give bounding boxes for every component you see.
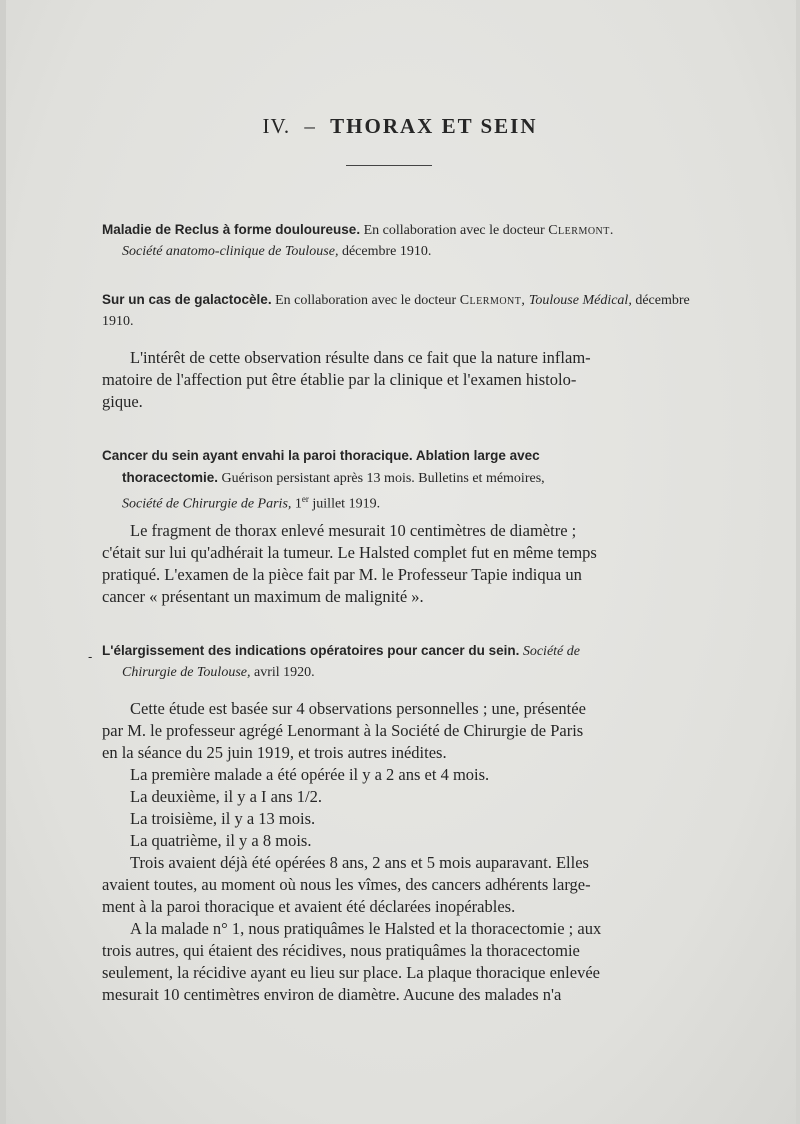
paragraph-line: c'était sur lui qu'adhérait la tumeur. Le Halsted complet fut en même temps [102,543,597,562]
paragraph-line: en la séance du 25 juin 1919, et trois autres inédites. [102,743,447,762]
entry-date-rest: juillet 1919. [312,496,381,512]
paragraph-line: matoire de l'affection put être établie par la clinique et l'examen histolo- [102,370,577,389]
entry-venue: Société de Chirurgie de Paris, [122,496,292,512]
entry-author: Clermont. [548,223,614,238]
entry-date: avril 1920. [253,665,315,680]
page-edge-left [0,0,6,1124]
paragraph-line: La quatrième, il y a 8 mois. [130,831,312,850]
entry-title: L'élargissement des indications opératoires pour cancer du sein. [102,643,520,658]
paragraph-line: Le fragment de thorax enlevé mesurait 10 centimètres de diamètre ; [130,521,577,540]
entry-cancer-paragraph [102,520,696,608]
entry-venue-line2: Chirurgie de Toulouse, [122,665,251,680]
entry-galactocele-heading [102,289,698,332]
paragraph-line: La première malade a été opérée il y a 2 ans et 4 mois. [130,765,490,784]
entry-title-line1: Cancer du sein ayant envahi la paroi thoracique. Ablation large avec [102,448,540,463]
paragraph-line: par M. le professeur agrégé Lenormant à la Société de Chirurgie de Paris [102,721,584,740]
paragraph-line: La troisième, il y a 13 mois. [130,809,316,828]
paragraph-line: ment à la paroi thoracique et avaient été déclarées inopérables. [102,897,516,916]
entry-title: Maladie de Reclus à forme douloureuse. [102,222,361,237]
entry-venue: Toulouse Médical, [528,293,632,308]
entry-date-day: 1 [294,496,302,512]
entry-reclus-heading [102,219,698,262]
entry-date-sup: er [301,494,309,504]
paragraph-line: L'intérêt de cette observation résulte dans ce fait que la nature inflam- [130,348,591,367]
entry-cancer-heading [102,445,698,515]
paragraph-line: mesurait 10 centimètres environ de diamètre. Aucune des malades n'a [102,985,562,1004]
entry-collaboration: En collaboration avec le docteur [363,223,545,238]
entry-title: Sur un cas de galactocèle. [102,292,272,307]
paragraph-line: pratiqué. L'examen de la pièce fait par M. le Professeur Tapie indiqua un [102,565,582,584]
entry-venue-line [102,489,698,515]
section-number: IV. [262,114,291,138]
entry-date: décembre 1910. [102,293,690,329]
entry-detail-line [102,467,698,489]
section-title [0,114,800,139]
paragraph-line: avaient toutes, au moment où nous les vîmes, des cancers adhérents large- [102,875,591,894]
entry-venue: Société anatomo-clinique de Toulouse, [122,244,339,259]
entry-galactocele-paragraph [102,347,696,413]
entry-bullet-mark: - [88,649,93,664]
entry-date: décembre 1910. [341,244,432,259]
entry-elargissement-heading [102,640,698,683]
paragraph-line: Cette étude est basée sur 4 observations personnelles ; une, présentée [130,699,586,718]
entry-title-line2: thoracectomie. [122,470,219,485]
entry-note: Guérison persistant après 13 mois. Bulletins et mémoires, [221,471,545,486]
title-divider [346,165,432,166]
paragraph-line: gique. [102,392,143,411]
entry-venue-line [102,662,698,683]
entry-venue-line1: Société de [522,644,580,659]
entry-collaboration: En collaboration avec le docteur [275,293,457,308]
section-dash: – [304,114,316,138]
paragraph-line: seulement, la récidive ayant eu lieu sur place. La plaque thoracique enlevée [102,963,600,982]
paragraph-line: Trois avaient déjà été opérées 8 ans, 2 ans et 5 mois auparavant. Elles [130,853,589,872]
paragraph-line: trois autres, qui étaient des récidives, nous pratiquâmes la thoracectomie [102,941,580,960]
entry-author: Clermont, [459,293,526,308]
entry-elargissement-paragraph [102,698,696,1006]
paragraph-line: La deuxième, il y a I ans 1/2. [130,787,322,806]
entry-venue-line [102,241,698,262]
paragraph-line: cancer « présentant un maximum de malignité ». [102,587,424,606]
section-title-text: THORAX ET SEIN [330,114,538,138]
paragraph-line: A la malade n° 1, nous pratiquâmes le Halsted et la thoracectomie ; aux [130,919,602,938]
page-edge-right [796,0,800,1124]
